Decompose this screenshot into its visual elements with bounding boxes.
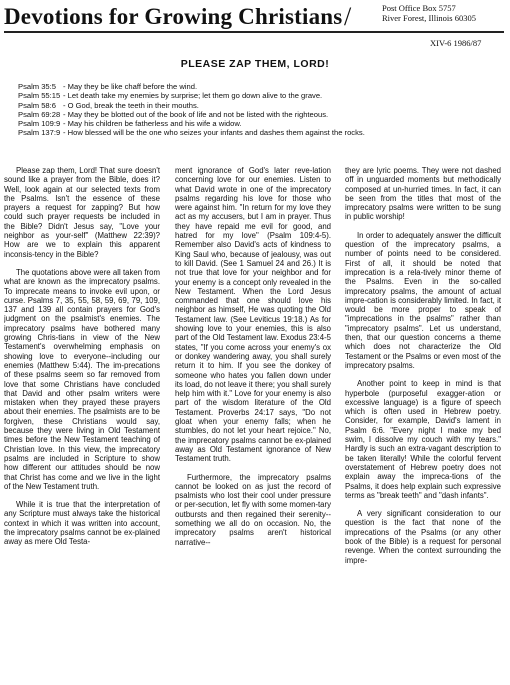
masthead-address xyxy=(382,4,476,23)
body-column-1 xyxy=(4,166,160,680)
psalm-quote xyxy=(18,91,508,100)
header-rule xyxy=(4,31,504,33)
paragraph: Furthermore, the imprecatory psalms cannot be looked on as just the record of psalmists who lost their cool under pressure or per-secution, let fly with some momen-tary outbursts and then regained their serenity--something we all do on occasion. No, the imprecatory psalms aren't historical narrative-- xyxy=(175,472,331,547)
address-line-1: Post Office Box 5757 xyxy=(382,3,456,13)
article-heading: PLEASE ZAP THEM, LORD! xyxy=(180,58,330,70)
psalm-quote xyxy=(18,119,508,128)
body-column-2 xyxy=(175,166,331,680)
psalm-ref: Psalm 69:28 xyxy=(18,109,61,119)
psalm-quotations xyxy=(18,82,508,138)
psalm-text: - Let death take my enemies by surprise; let them go down alive to the grave. xyxy=(63,91,323,101)
paragraph: they are lyric poems. They were not dashed off in unguarded moments but methodically composed at un-hurried times. In fact, it can be seen from the titles that most of the imprecatory psalms were written to be sung in public worship! xyxy=(345,166,501,222)
body-column-3 xyxy=(345,166,501,680)
psalm-text: - May they be like chaff before the wind. xyxy=(63,82,198,91)
psalm-text: - May his children be fatherless and his wife a widow. xyxy=(63,119,242,129)
paragraph: Please zap them, Lord! That sure doesn't sound like a prayer from the Bible, does it? Well, look again at our selected texts from the Psalms. Isn't the essence of these prayers a request for zapping? But how could such prayer requests be included in the Bible? Didn't Jesus say, "Love your neighbor as your-self" (Matthew 22:39)? How are we to explain this apparent inconsis-tency in the Bible? xyxy=(4,166,160,259)
masthead-divider: / xyxy=(344,2,352,31)
paragraph: ment ignorance of God's later reve-lation concerning love for our enemies. Listen to what David wrote in one of the imprecatory psalms regarding his love for those who were against him. "In return for my love they act as my accusers, but I am in prayer. Thus they have repaid me evil for good, and hatred for my love" (Psalm 109:4-5). Remember also David's acts of kindness to King Saul who, because of jealousy, was out to kill David. (See 1 Samuel 24 and 26.) It is not true that love for your neighbor and for your enemy is a concept only revealed in the New Testament. When the Lord Jesus commanded that one should love his neighbor as himself, He was quoting the Old Testament law. (See Leviticus 19:18.) As for showing love to your enemies, this is also part of the Old Testament law. Exodus 23:4-5 states, "If you come across your enemy's ox or donkey wandering away, you shall surely return it to him. If you see the donkey of someone who hates you fallen down under its load, do not leave it there; you shall surely help him with it." Love for your enemy is also part of the wisdom literature of the Old Testament. Proverbs 24:17 says, "Do not gloat when your enemy falls; when he stumbles, do not let your heart rejoice." No, the imprecatory psalms cannot be ex-plained away as Old Testament ignorance of New Testament truth. xyxy=(175,166,331,464)
paragraph: The quotations above were all taken from what are known as the imprecatory psalms. To imprecate means to invoke evil upon, or curse. Psalms 7, 35, 55, 58, 59, 69, 79, 109, 137 and 139 all contain prayers for God's judgment on the psalmist's enemies. The imprecatory psalms have bothered many growing Chris-tians in view of the New Testament's overwhelming emphasis on showing love to everyone--including our enemies (Matthew 5:44). The im-precations of these psalms seem so far removed from love that some Christians have concluded that David and other psalm writers were mistaken when they prayed these prayers about their enemies. The psalmists are to be forgiven, these Christians would say, because they were living in Old Testament times before the New Testament teaching of Christian love. In this view, the imprecatory psalms are included in Scripture to show how different our attitudes should be now that Christ has come and we live in the light of the New Testament truth. xyxy=(4,267,160,491)
psalm-quote xyxy=(18,128,508,137)
paragraph: A very significant consideration to our question is the fact that none of the imprecations of the Psalms (or any other book of the Bible) is a request for personal revenge. When the context surrounding the impre- xyxy=(345,509,501,565)
psalm-ref: Psalm 137:9 xyxy=(18,128,61,138)
psalm-quote xyxy=(18,82,508,91)
psalm-ref: Psalm 109:9 xyxy=(18,119,61,129)
masthead-title: Devotions for Growing Christians xyxy=(4,4,343,29)
psalm-ref: Psalm 35:5 xyxy=(18,82,56,91)
paragraph: While it is true that the interpretation of any Scripture must always take the historical context in which it was written into account, the imprecatory psalms cannot be ex-plained away as mere Old Testa- xyxy=(4,500,160,547)
psalm-quote xyxy=(18,110,508,119)
address-line-2: River Forest, Illinois 60305 xyxy=(382,12,476,23)
issue-number: XIV-6 1986/87 xyxy=(430,38,482,48)
psalm-text: - O God, break the teeth in their mouths. xyxy=(63,100,199,110)
psalm-text: - How blessed will be the one who seizes your infants and dashes them against the rocks. xyxy=(63,128,365,138)
psalm-text: - May they be blotted out of the book of life and not be listed with the righteous. xyxy=(63,109,329,119)
psalm-ref: Psalm 55:15 xyxy=(18,91,61,101)
paragraph: In order to adequately answer the difficult question of the imprecatory psalms, a number of points need to be considered. First of all, it should be noted that imprecation is a rela-tively minor theme of the Psalms. Even in the so-called imprecatory psalms, the amount of actual impre-cation is considerably limited. In fact, it would be more proper to speak of "imprecations in the psalms" rather than "imprecatory psalms". Let us understand, then, that our question concerns a theme which does not characterize the Old Testament or the Psalms or even most of the imprecatory psalms. xyxy=(345,230,501,370)
paragraph: Another point to keep in mind is that hyperbole (purposeful exagger-ation or excessive language) is a figure of speech which is often used in Hebrew poetry. Consider, for example, David's lament in Psalm 6:6. "Every night I make my bed swim, I dissolve my couch with my tears." Hardly is such an extra-vagant description to be taken literally! While the colorful fervent overstatement of Hebrew poetry does not explain away the impreca-tions of the Psalms, it does help explain such expressive terms as "break teeth" and "dash infants". xyxy=(345,379,501,500)
psalm-ref: Psalm 58:6 xyxy=(18,100,56,110)
masthead xyxy=(4,4,504,32)
psalm-quote xyxy=(18,101,508,110)
